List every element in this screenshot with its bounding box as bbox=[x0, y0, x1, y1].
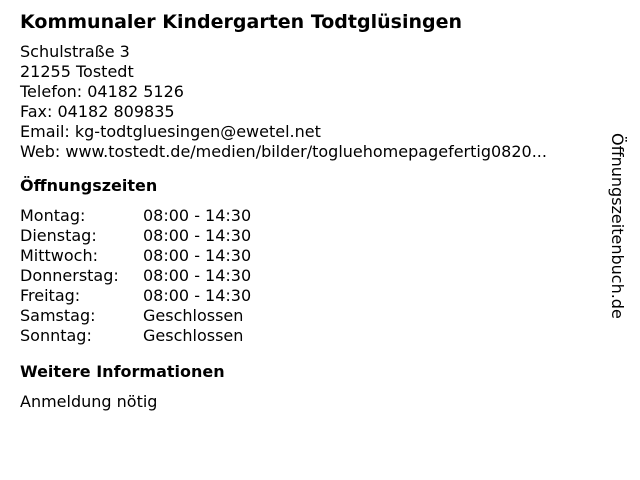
hours-row-tuesday bbox=[20, 226, 600, 246]
hours-row-friday bbox=[20, 286, 600, 306]
fax-line bbox=[20, 102, 600, 122]
phone-label: Telefon: bbox=[20, 82, 83, 101]
opening-hours-table bbox=[20, 206, 600, 346]
hours-row-sunday bbox=[20, 326, 600, 346]
hours-day: Freitag: bbox=[20, 286, 81, 305]
more-info-text: Anmeldung nötig bbox=[20, 392, 158, 411]
hours-time: 08:00 - 14:30 bbox=[143, 286, 252, 305]
hours-day: Sonntag: bbox=[20, 326, 92, 345]
hours-row-saturday bbox=[20, 306, 600, 326]
hours-day: Samstag: bbox=[20, 306, 96, 325]
email-value[interactable]: kg-todtgluesingen@ewetel.net bbox=[74, 122, 321, 141]
more-info-heading: Weitere Informationen bbox=[20, 362, 225, 381]
business-name: Kommunaler Kindergarten Todtglüsingen bbox=[20, 11, 462, 33]
hours-time: Geschlossen bbox=[143, 306, 244, 325]
address-street: Schulstraße 3 bbox=[20, 42, 130, 61]
phone-value[interactable]: 04182 5126 bbox=[87, 82, 184, 101]
fax-label: Fax: bbox=[20, 102, 53, 121]
web-label: Web: bbox=[20, 142, 61, 161]
email-line bbox=[20, 122, 600, 142]
hours-day: Dienstag: bbox=[20, 226, 97, 245]
hours-time: 08:00 - 14:30 bbox=[143, 246, 252, 265]
fax-value: 04182 809835 bbox=[57, 102, 175, 121]
hours-time: 08:00 - 14:30 bbox=[143, 266, 252, 285]
hours-row-wednesday bbox=[20, 246, 600, 266]
web-link[interactable]: www.tostedt.de/medien/bilder/togluehomepagefertig0820... bbox=[65, 142, 547, 161]
web-line bbox=[20, 142, 598, 162]
opening-hours-heading: Öffnungszeiten bbox=[20, 176, 158, 195]
hours-time: 08:00 - 14:30 bbox=[143, 226, 252, 245]
card-content bbox=[20, 10, 600, 412]
address-city: 21255 Tostedt bbox=[20, 62, 134, 81]
hours-day: Donnerstag: bbox=[20, 266, 119, 285]
hours-time: Geschlossen bbox=[143, 326, 244, 345]
phone-line bbox=[20, 82, 600, 102]
hours-row-thursday bbox=[20, 266, 600, 286]
email-label: Email: bbox=[20, 122, 70, 141]
hours-time: 08:00 - 14:30 bbox=[143, 206, 252, 225]
brand-vertical-label: Öffnungszeitenbuch.de bbox=[608, 133, 627, 319]
hours-row-monday bbox=[20, 206, 600, 226]
hours-day: Mittwoch: bbox=[20, 246, 98, 265]
hours-day: Montag: bbox=[20, 206, 86, 225]
